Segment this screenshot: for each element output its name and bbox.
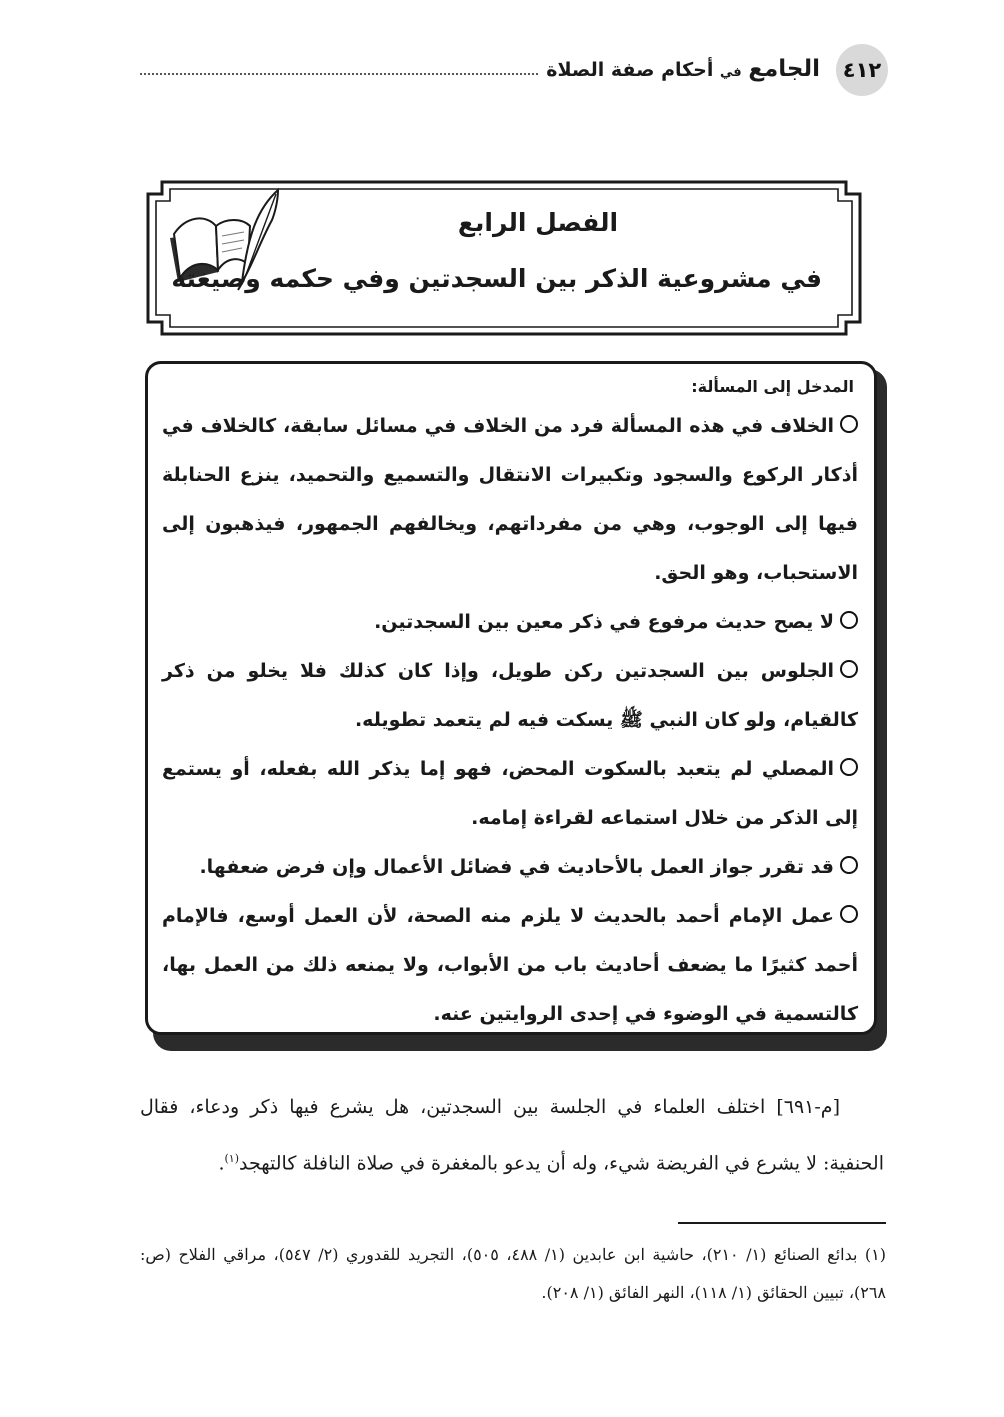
circle-bullet-icon: [840, 758, 858, 776]
summary-list: [162, 402, 858, 1039]
footnote-reference[interactable]: (١): [224, 1152, 240, 1165]
body-text: [م-٦٩١] اختلف العلماء في الجلسة بين السجدتين، هل يشرع فيها ذكر ودعاء، فقال الحنفية: لا يشرع في الفريضة شيء، وله أن يدعو بالمغفرة في صلاة النافلة كالتهجد: [140, 1096, 884, 1175]
circle-bullet-icon: [840, 856, 858, 874]
list-item: لا يصح حديث مرفوع في ذكر معين بين السجدتين.: [162, 598, 858, 647]
book-title-rest: أحكام صفة الصلاة: [546, 59, 714, 81]
book-title: [546, 56, 820, 82]
book-title-small: في: [720, 65, 742, 80]
footnote-separator: [678, 1222, 886, 1224]
circle-bullet-icon: [840, 611, 858, 629]
book-title-bold: الجامع: [748, 56, 820, 82]
summary-heading: المدخل إلى المسألة:: [691, 377, 854, 396]
list-item: الجلوس بين السجدتين ركن طويل، وإذا كان كذلك فلا يخلو من ذكر كالقيام، ولو كان النبي ﷺ يسكت فيه لم يتعمد تطويله.: [162, 660, 858, 731]
circle-bullet-icon: [840, 660, 858, 678]
chapter-heading-frame: [144, 180, 864, 336]
list-item: قد تقرر جواز العمل بالأحاديث في فضائل الأعمال وإن فرض ضعفها.: [162, 843, 858, 892]
circle-bullet-icon: [840, 415, 858, 433]
chapter-title: الفصل الرابع: [457, 208, 619, 237]
chapter-subtitle: في مشروعية الذكر بين السجدتين وفي حكمه وصيغته: [171, 264, 822, 293]
list-item: عمل الإمام أحمد بالحديث لا يلزم منه الصحة، لأن العمل أوسع، فالإمام أحمد كثيرًا ما يضعف أحاديث باب من الأبواب، ولا يمنعه ذلك من العمل بها، كالتسمية في الوضوء في إحدى الروايتين عنه.: [162, 905, 858, 1025]
list-item: الخلاف في هذه المسألة فرد من الخلاف في مسائل سابقة، كالخلاف في أذكار الركوع والسجود وتكبيرات الانتقال والتسميع والتحميد، ينزع الحنابلة فيها إلى الوجوب، وهي من مفرداتهم، ويخالفهم الجمهور، فيذهبون إلى الاستحباب، وهو الحق.: [162, 415, 858, 584]
summary-box: [145, 361, 877, 1035]
footnote: (١) بدائع الصنائع (١/ ٢١٠)، حاشية ابن عابدين (١/ ٤٨٨، ٥٠٥)، التجريد للقدوري (٢/ ٥٤٧)، مراقي الفلاح (ص: ٢٦٨)، تبيين الحقائق (١/ ١١٨)، النهر الفائق (١/ ٢٠٨).: [140, 1245, 886, 1302]
list-item: المصلي لم يتعبد بالسكوت المحض، فهو إما يذكر الله بفعله، أو يستمع إلى الذكر من خلال استماعه لقراءة إمامه.: [162, 758, 858, 829]
body-paragraph: [م-٦٩١] اختلف العلماء في الجلسة بين السجدتين، هل يشرع فيها ذكر ودعاء، فقال الحنفية: لا يشرع في الفريضة شيء، وله أن يدعو بالمغفرة في صلاة النافلة كالتهجد$^{(١)}$.: [140, 1096, 884, 1175]
running-header: [140, 42, 892, 98]
page-number: ٤١٢: [836, 44, 888, 96]
running-title: [140, 52, 820, 86]
circle-bullet-icon: [840, 905, 858, 923]
header-dots-divider: [140, 73, 538, 75]
